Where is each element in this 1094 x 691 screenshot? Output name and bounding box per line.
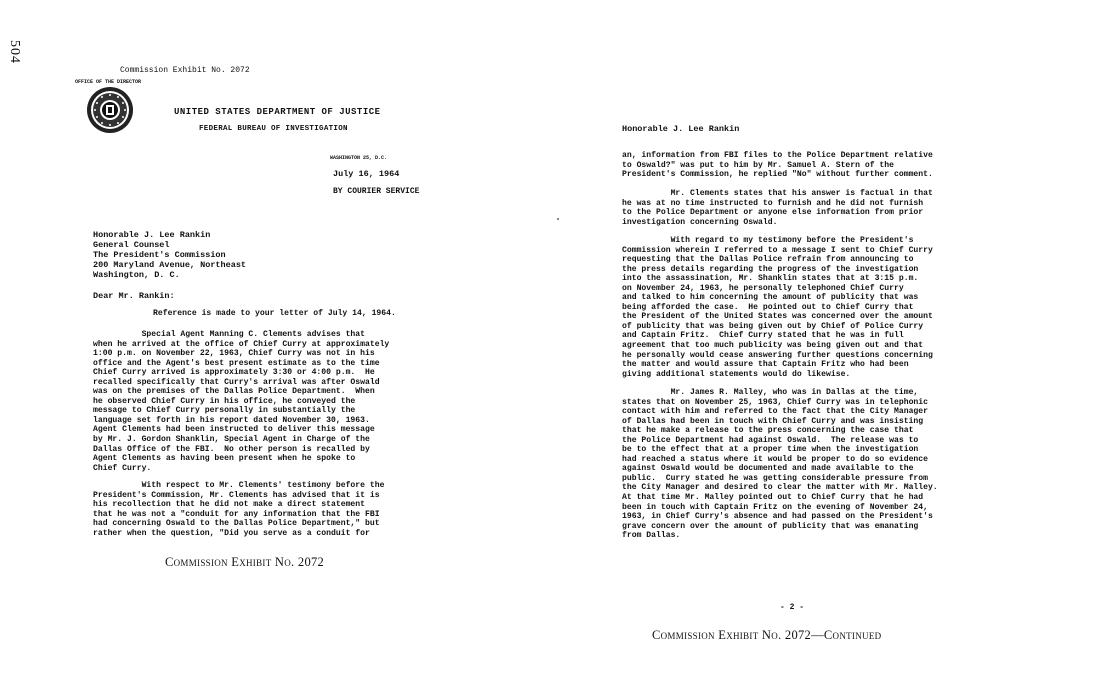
- clements-paragraph: Special Agent Manning C. Clements advises that when he arrived at the office of Chief Curry at approximately 1:00 p.m. on November 22, 1963, Chief Curry was not in his office and the Agent's best present estimate as to the time Chief Curry arrived is approximately 3:30 or 4:00 p.m. He recalled specifically that Curry's arrival was after Oswald was on the premises of the Dallas Police Department. When he observed Chief Curry in his office, he conveyed the message to Chief Curry personally in substantially the language set forth in his report dated November 30, 1963. Agent Clements had been instructed to deliver this message by Mr. J. Gordon Shanklin, Special Agent in Charge of the Dallas Office of the FBI. No other person is recalled by Agent Clements as having been present when he spoke to Chief Curry.: [93, 330, 390, 473]
- address-line: General Counsel: [93, 240, 170, 250]
- letter-date: July 16, 1964: [333, 169, 400, 179]
- malley-paragraph: Mr. James R. Malley, who was in Dallas at the time, states that on November 25, 1963, Chief Curry was in telephonic contact with him and referred to the fact that the City Manager of Dallas had been in touch with Chief Curry and was insisting that he make a release to the press concerning the case that the Police Department had against Oswald. The release was to be to the effect that at a proper time when the investigation had reached a status where it would be proper to do so evidence against Oswald would be documented and made available to the public. Curry stated he was getting considerable pressure from the City Manager and desired to clear the matter with Mr. Malley. At that time Mr. Malley pointed out to Chief Curry that he had been in touch with Captain Fritz on the evening of November 24, 1963, in Chief Curry's absence and had passed on the President's grave concern over the amount of publicity that was emanating from Dallas.: [622, 388, 938, 541]
- exhibit-label: Commission Exhibit No. 2072: [120, 66, 250, 75]
- page-number: 504: [7, 40, 22, 64]
- scan-speck: [557, 218, 559, 220]
- shanklin-paragraph: With regard to my testimony before the President's Commission wherein I referred to a message I sent to Chief Curry requesting that the Dallas Police refrain from announcing to the press details regarding the progress of the investigation into the assassination, Mr. Shanklin states that at 3:15 p.m. on November 24, 1963, he personally telephoned Chief Curry and talked to him concerning the amount of publicity that was being afforded the case. He pointed out to Chief Curry that the President of the United States was concerned over the amount of publicity that was being given out by Chief of Police Curry and Captain Fritz. Chief Curry stated that he was in full agreement that too much publicity was being given out and that he personally would cease answering further questions concerning the matter and would assure that Captain Fritz who had been giving additional statements would do likewise.: [622, 236, 933, 379]
- page-heading: Honorable J. Lee Rankin: [622, 124, 740, 134]
- office-label: OFFICE OF THE DIRECTOR: [75, 79, 142, 85]
- bureau-name: FEDERAL BUREAU OF INVESTIGATION: [199, 125, 348, 133]
- recipient-address: [93, 230, 246, 280]
- department-name: UNITED STATES DEPARTMENT OF JUSTICE: [174, 107, 381, 117]
- testimony-paragraph: With respect to Mr. Clements' testimony before the President's Commission, Mr. Clements has advised that it is his recollection that he did not make a direct statement that he was not a "conduit for any information that the FBI had concerning Oswald to the Dallas Police Department," but rather when the question, "Did you serve as a conduit for: [93, 481, 385, 538]
- clements-answer-paragraph: Mr. Clements states that his answer is factual in that he was at no time instructed to furnish and he did not furnish to the Police Department or anyone else information from prior investigation concerning Oswald.: [622, 189, 933, 227]
- delivery-method: BY COURIER SERVICE: [333, 187, 420, 196]
- address-line: Honorable J. Lee Rankin: [93, 230, 211, 240]
- page-marker: - 2 -: [780, 603, 805, 612]
- salutation: Dear Mr. Rankin:: [93, 291, 175, 301]
- reference-paragraph: Reference is made to your letter of July 14, 1964.: [153, 309, 396, 318]
- exhibit-caption: Commission Exhibit No. 2072: [165, 555, 325, 569]
- address-line: 200 Maryland Avenue, Northeast: [93, 260, 247, 270]
- place-label: WASHINGTON 25, D.C.: [330, 155, 388, 161]
- exhibit-caption-continued: Commission Exhibit No. 2072—Continued: [652, 628, 882, 642]
- address-line: Washington, D. C.: [93, 270, 180, 280]
- fbi-seal-icon: [86, 86, 134, 134]
- continued-paragraph: an, information from FBI files to the Police Department relative to Oswald?" was put to him by Mr. Samuel A. Stern of the President's Commission, he replied "No" without further comment.: [622, 151, 933, 180]
- address-line: The President's Commission: [93, 250, 226, 260]
